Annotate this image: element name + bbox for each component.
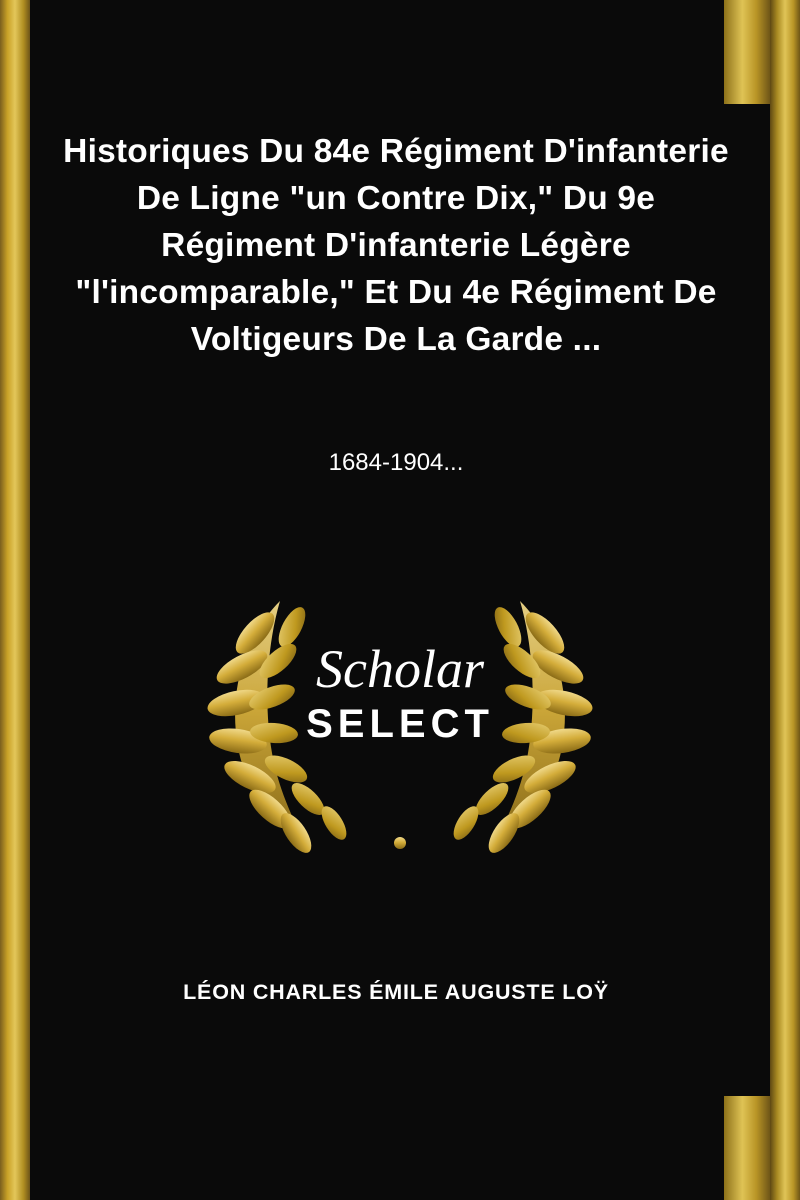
- book-author: LÉON CHARLES ÉMILE AUGUSTE LOŸ: [183, 980, 609, 1004]
- cover-content: [30, 0, 770, 1200]
- right-gold-border: [770, 0, 800, 1200]
- book-title: Historiques Du 84e Régiment D'infanterie De Ligne "un Contre Dix," Du 9e Régiment D'infanterie Légère "l'incomparable," Et Du 4e Régiment De Voltigeurs De La Garde ...: [63, 133, 729, 358]
- scholar-select-emblem: [30, 575, 770, 865]
- emblem-block-text: SELECT: [306, 702, 494, 746]
- left-gold-border: [0, 0, 30, 1200]
- book-subtitle: 1684-1904...: [328, 449, 464, 476]
- emblem-script-text: Scholar: [316, 639, 484, 699]
- wreath-dot-icon: [394, 837, 406, 849]
- laurel-wreath-icon: [180, 575, 620, 865]
